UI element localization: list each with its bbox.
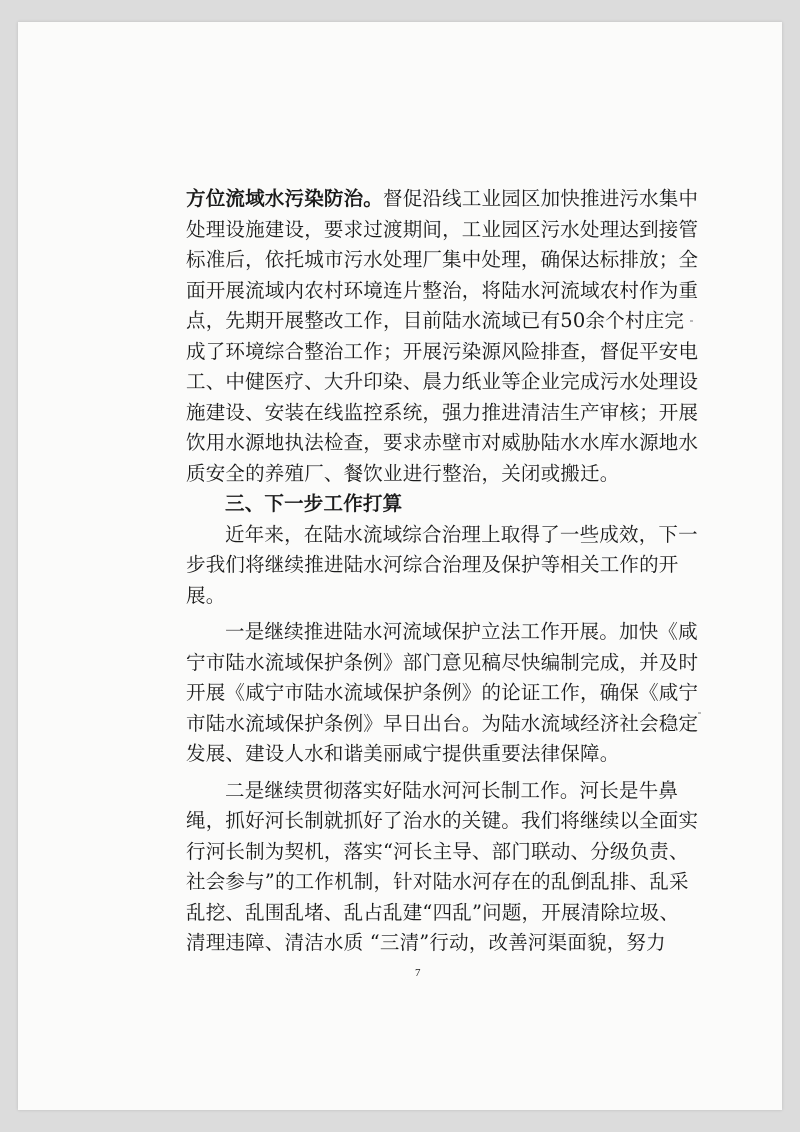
paragraph-line: 社会参与”的工作机制，针对陆水河存在的乱倒乱排、乱采 [186,870,689,893]
paragraph-line: 发展、建设人水和谐美丽咸宁提供重要法律保障。 [186,742,620,765]
paragraph-line: 处理设施建设，要求过渡期间，工业园区污水处理达到接管 [186,217,699,241]
paragraph-line: 成了环境综合整治工作；开展污染源风险排查，督促平安电 [186,339,699,363]
paragraph-line: 展。 [186,583,226,607]
document-body [186,184,699,959]
scan-speck [690,320,693,322]
paragraph-line: 饮用水源地执法检查，要求赤壁市对威胁陆水水库水源地水 [186,431,699,454]
paragraph-line: 宁市陆水流域保护条例》部门意见稿尽快编制完成，并及时 [186,650,699,674]
paragraph-line: 面开展流域内农村环境连片整治，将陆水河流域农村作为重 [186,278,699,302]
line-text: 督促沿线工业园区加快推进污水集中 [383,187,699,210]
scan-speck [698,712,701,714]
document-page [18,22,782,1110]
bold-lead-text: 方位流域水污染防治。 [186,187,384,210]
paragraph-line: 一是继续推进陆水河流域保护立法工作开展。加快《咸 [225,620,698,643]
paragraph-line: 清理违障、清洁水质 “三清”行动，改善河渠面貌，努力 [186,931,666,954]
paragraph-line: 二是继续贯彻落实好陆水河河长制工作。河长是牛鼻 [225,778,679,802]
paragraph-line: 施建设、安装在线监控系统，强力推进清洁生产审核；开展 [186,400,699,424]
paragraph-line: 步我们将继续推进陆水河综合治理及保护等相关工作的开 [186,553,679,576]
page-number: 7 [415,967,421,979]
paragraph-line: 质安全的养殖厂、餐饮业进行整治，关闭或搬迁。 [186,461,620,485]
paragraph-line: 工、中健医疗、大升印染、晨力纸业等企业完成污水处理设 [186,370,699,393]
paragraph-line: 绳，抓好河长制就抓好了治水的关键。我们将继续以全面实 [186,809,699,832]
paragraph-line: 标准后，依托城市污水处理厂集中处理，确保达标排放；全 [186,248,699,271]
paragraph-line: 行河长制为契机，落实“河长主导、部门联动、分级负责、 [186,839,689,863]
paragraph-line: 乱挖、乱围乱堵、乱占乱建“四乱”问题，开展清除垃圾、 [186,900,680,924]
paragraph-line: 开展《咸宁市陆水流域保护条例》的论证工作，确保《咸宁 [186,681,699,704]
paragraph-line [186,184,699,215]
section-heading: 三、下一步工作打算 [225,492,403,515]
paragraph-line: 市陆水流域保护条例》早日出台。为陆水流域经济社会稳定 [186,711,699,735]
paragraph-line: 点，先期开展整改工作，目前陆水流域已有50余个村庄完 [186,309,685,332]
paragraph-line: 近年来，在陆水流域综合治理上取得了一些成效，下一 [225,522,698,546]
